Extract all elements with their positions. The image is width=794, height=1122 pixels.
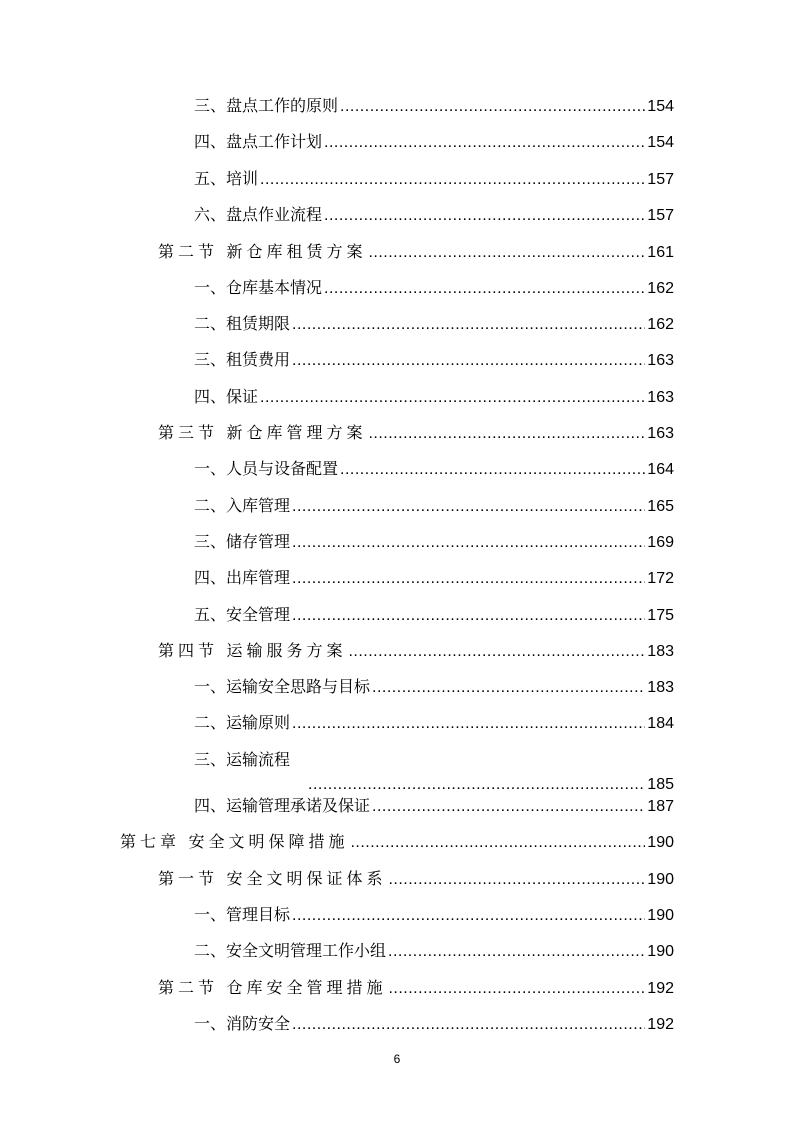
toc-entry[interactable]: [0, 1013, 794, 1037]
toc-entry-label: 三、盘点工作的原则: [194, 98, 339, 115]
toc-entry-page: 190: [647, 943, 674, 960]
toc-entry-label: 三、运输流程: [194, 752, 291, 769]
leader-dots: [372, 797, 645, 817]
toc-entry-page: 190: [647, 871, 674, 888]
toc-entry[interactable]: [0, 277, 794, 301]
leader-dots: [292, 315, 645, 335]
toc-entry[interactable]: [0, 712, 794, 736]
toc-entry-page: 154: [647, 98, 674, 115]
leader-dots: [368, 424, 645, 444]
toc-entry-label: 二、入库管理: [194, 498, 291, 515]
toc-entry-section[interactable]: [0, 640, 794, 664]
toc-entry[interactable]: [0, 904, 794, 928]
leader-dots: [372, 678, 645, 698]
toc-entry[interactable]: [0, 131, 794, 155]
leader-dots: [348, 642, 645, 662]
page-number: 6: [393, 1052, 401, 1066]
toc-entry[interactable]: [0, 168, 794, 192]
leader-dots: [368, 243, 645, 263]
toc-entry-page: 163: [647, 389, 674, 406]
toc-entry[interactable]: [0, 795, 794, 819]
toc-entry[interactable]: [0, 95, 794, 119]
toc-entry-page: 183: [647, 643, 674, 660]
toc-entry-label: 五、培训: [194, 171, 259, 188]
toc-entry[interactable]: [0, 313, 794, 337]
toc-entry-label: 五、安全管理: [194, 607, 291, 624]
toc-entry[interactable]: [0, 676, 794, 700]
toc-entry-page: 161: [647, 244, 674, 261]
toc-entry-label: 一、人员与设备配置: [194, 461, 339, 478]
toc-entry-page: 192: [647, 1016, 674, 1033]
toc-entry-label: 四、保证: [194, 389, 259, 406]
leader-dots: [324, 133, 645, 153]
toc-entry[interactable]: [0, 567, 794, 591]
toc-entry-page: 162: [647, 280, 674, 297]
leader-dots: [292, 497, 645, 517]
leader-dots: [308, 775, 645, 795]
toc-entry-page: 192: [647, 980, 674, 997]
toc-entry-label: 六、盘点作业流程: [194, 207, 323, 224]
leader-dots: [340, 460, 645, 480]
toc-entry-page: 163: [647, 352, 674, 369]
toc-entry-page: 190: [647, 834, 674, 851]
leader-dots: [260, 388, 645, 408]
toc-entry-label: 四、盘点工作计划: [194, 134, 323, 151]
toc-entry-section[interactable]: [0, 868, 794, 892]
toc-entry-page: 184: [647, 715, 674, 732]
leader-dots: [292, 533, 645, 553]
toc-entry-label: 一、运输安全思路与目标: [194, 679, 371, 696]
toc-entry-section[interactable]: [0, 241, 794, 265]
leader-dots: [388, 979, 645, 999]
leader-dots: [260, 170, 645, 190]
toc-entry[interactable]: [0, 386, 794, 410]
leader-dots: [324, 279, 645, 299]
toc-entry[interactable]: [0, 458, 794, 482]
toc-entry-label: 四、运输管理承诺及保证: [194, 798, 371, 815]
leader-dots: [324, 206, 645, 226]
toc-entry[interactable]: [0, 531, 794, 555]
toc-entry-label: 第二节 仓库安全管理措施: [158, 980, 387, 997]
toc-entry[interactable]: [0, 495, 794, 519]
toc-entry-page: 175: [647, 607, 674, 624]
toc-entry-page: 162: [647, 316, 674, 333]
toc-entry-page: 169: [647, 534, 674, 551]
toc-entry-section[interactable]: [0, 977, 794, 1001]
toc-entry[interactable]: [0, 349, 794, 373]
toc-entry-page: 163: [647, 425, 674, 442]
toc-entry-label: 三、租赁费用: [194, 352, 291, 369]
toc-entry-label: 第二节 新仓库租赁方案: [158, 244, 367, 261]
leader-dots: [388, 870, 645, 890]
toc-entry-label: 一、仓库基本情况: [194, 280, 323, 297]
leader-dots: [388, 942, 645, 962]
toc-entry-page: 157: [647, 171, 674, 188]
leader-dots: [292, 351, 645, 371]
leader-dots: [292, 569, 645, 589]
leader-dots: [350, 833, 645, 853]
toc-entry-label: 四、出库管理: [194, 570, 291, 587]
toc-entry[interactable]: [0, 204, 794, 228]
leader-dots: [292, 1015, 645, 1035]
toc-entry-label: 第一节 安全文明保证体系: [158, 871, 387, 888]
toc-entry-label: 三、储存管理: [194, 534, 291, 551]
toc-entry-label: 第三节 新仓库管理方案: [158, 425, 367, 442]
toc-entry-label: 二、安全文明管理工作小组: [194, 943, 387, 960]
toc-entry-label: 第七章 安全文明保障措施: [120, 834, 349, 851]
toc-entry-label: 二、运输原则: [194, 715, 291, 732]
toc-entry-page: 183: [647, 679, 674, 696]
toc-entry-section[interactable]: [0, 422, 794, 446]
leader-dots: [292, 906, 645, 926]
toc-entry[interactable]: [0, 604, 794, 628]
toc-entry-page: 187: [647, 798, 674, 815]
toc-entry-page: 154: [647, 134, 674, 151]
toc-entry-label: 第四节 运输服务方案: [158, 643, 347, 660]
toc-entry-page: 165: [647, 498, 674, 515]
toc-entry-page: 185: [647, 776, 674, 793]
toc-entry-page: 157: [647, 207, 674, 224]
leader-dots: [292, 606, 645, 626]
toc-entry-label: 一、消防安全: [194, 1016, 291, 1033]
toc-entry-page: 190: [647, 907, 674, 924]
leader-dots: [340, 97, 645, 117]
toc-entry-page: 172: [647, 570, 674, 587]
toc-entry-page: 164: [647, 461, 674, 478]
toc-entry[interactable]: [0, 940, 794, 964]
toc-entry-wrapped[interactable]: [0, 749, 794, 797]
leader-dots: [292, 714, 645, 734]
toc-entry-chapter[interactable]: [0, 831, 794, 855]
toc-entry-label: 一、管理目标: [194, 907, 291, 924]
toc-entry-label: 二、租赁期限: [194, 316, 291, 333]
